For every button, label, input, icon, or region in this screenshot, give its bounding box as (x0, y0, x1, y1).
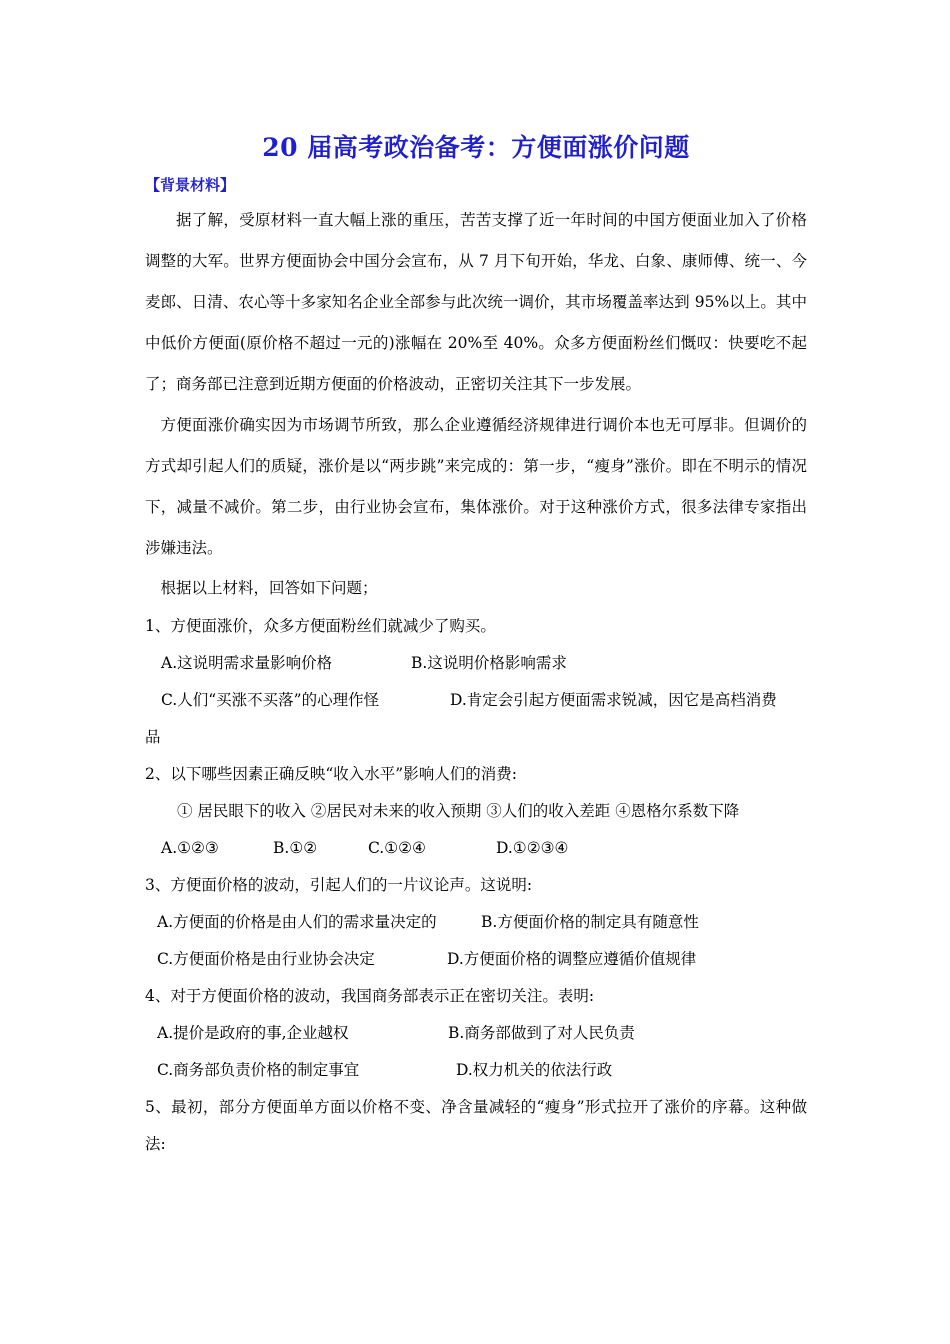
question-2-items: ① 居民眼下的收入 ②居民对未来的收入预期 ③人们的收入差距 ④恩格尔系数下降 (177, 802, 740, 820)
question-2-option-d: D.①②③④ (496, 839, 569, 857)
question-1-option-d-continuation: 品 (145, 728, 161, 746)
question-1-option-d: D.肯定会引起方便面需求锐减，因它是高档消费 (450, 691, 777, 709)
question-3-options-row-2 (145, 941, 807, 978)
question-1-options-row-1 (145, 645, 807, 682)
question-1-option-b: B.这说明价格影响需求 (411, 654, 567, 672)
question-3-option-b: B.方便面价格的制定具有随意性 (481, 913, 699, 931)
question-2-options-row (145, 830, 807, 867)
question-5-stem: 5、最初，部分方便面单方面以价格不变、净含量减轻的“瘦身”形式拉开了涨价的序幕。这种做法: (145, 1098, 807, 1153)
question-4-stem: 4、对于方便面价格的波动，我国商务部表示正在密切关注。表明: (145, 987, 595, 1005)
question-1-options-row-2 (145, 682, 807, 719)
section-heading-background: 【背景材料】 (145, 176, 236, 194)
question-1-option-c: C.人们“买涨不买落”的心理作怪 (161, 691, 380, 709)
question-1-stem: 1、方便面涨价，众多方便面粉丝们就减少了购买。 (145, 617, 496, 635)
background-paragraph-1: 据了解，受原材料一直大幅上涨的重压，苦苦支撑了近一年时间的中国方便面业加入了价格调整的大军。世界方便面协会中国分会宣布，从 7 月下旬开始，华龙、白象、康师傅、统一、今麦郎、日清、农心等十多家知名企业全部参与此次统一调价，其市场覆盖率达到 95%以上。其中中低价方便面(原价格不超过一元的)涨幅在 20%至 40%。众多方便面粉丝们慨叹：快要吃不起了；商务部已注意到近期方便面的价格波动，正密切关注其下一步发展。 (145, 211, 807, 393)
question-3-stem: 3、方便面价格的波动，引起人们的一片议论声。这说明: (145, 876, 533, 894)
question-4-option-d: D.权力机关的依法行政 (456, 1061, 613, 1079)
question-prompt: 根据以上材料，回答如下问题； (160, 579, 378, 597)
background-paragraph-2: 方便面涨价确实因为市场调节所致，那么企业遵循经济规律进行调价本也无可厚非。但调价的方式却引起人们的质疑，涨价是以“两步跳”来完成的：第一步，“瘦身”涨价。即在不明示的情况下，减量不减价。第二步，由行业协会宣布，集体涨价。对于这种涨价方式，很多法律专家指出涉嫌违法。 (145, 416, 807, 557)
question-4-options-row-2 (145, 1052, 807, 1089)
question-2-option-b: B.①② (273, 839, 318, 857)
question-3-option-a: A.方便面的价格是由人们的需求量决定的 (157, 913, 437, 931)
question-2-option-a: A.①②③ (161, 839, 219, 857)
document-body (145, 128, 807, 1163)
question-2-option-c: C.①②④ (368, 839, 426, 857)
question-3-option-d: D.方便面价格的调整应遵循价值规律 (447, 950, 697, 968)
question-4-option-a: A.提价是政府的事,企业越权 (157, 1024, 349, 1042)
page-title: 20 届高考政治备考：方便面涨价问题 (262, 133, 690, 162)
question-1-option-a: A.这说明需求量影响价格 (161, 654, 333, 672)
question-3-options-row-1 (145, 904, 807, 941)
question-4-option-c: C.商务部负责价格的制定事宜 (157, 1061, 360, 1079)
question-3-option-c: C.方便面价格是由行业协会决定 (157, 950, 375, 968)
question-4-option-b: B.商务部做到了对人民负责 (448, 1024, 635, 1042)
question-4-options-row-1 (145, 1015, 807, 1052)
question-2-stem: 2、以下哪些因素正确反映“收入水平”影响人们的消费: (145, 765, 517, 783)
